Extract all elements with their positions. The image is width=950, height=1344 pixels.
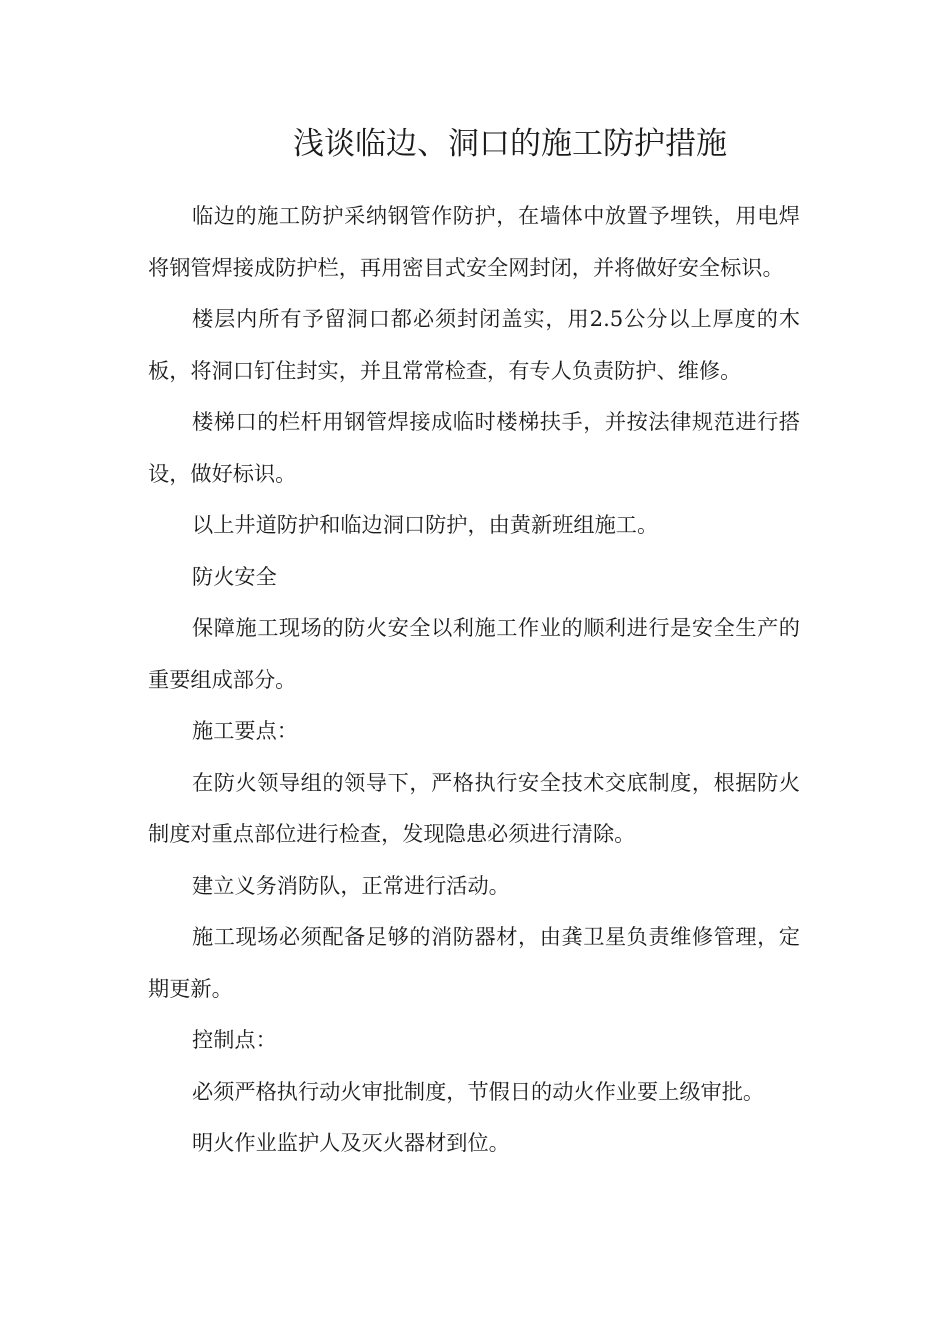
paragraph-fire-equipment: 施工现场必须配备足够的消防器材，由龚卫星负责维修管理，定期更新。 (148, 924, 800, 1001)
document-title: 浅谈临边、洞口的施工防护措施 (293, 126, 727, 162)
paragraph-floor-openings: 楼层内所有予留洞口都必须封闭盖实，用2.5公分以上厚度的木板，将洞口钉住封实，并且常常检查，有专人负责防护、维修。 (148, 306, 800, 383)
heading-control-points: 控制点： (192, 1027, 277, 1052)
paragraph-fire-brigade: 建立义务消防队，正常进行活动。 (192, 872, 510, 898)
paragraph-fire-safety-importance: 保障施工现场的防火安全以利施工作业的顺利进行是安全生产的重要组成部分。 (148, 615, 800, 692)
paragraph-hot-work-approval: 必须严格执行动火审批制度，节假日的动火作业要上级审批。 (192, 1078, 765, 1104)
paragraph-stair-railing: 楼梯口的栏杆用钢管焊接成临时楼梯扶手，并按法律规范进行搭设，做好标识。 (148, 409, 800, 486)
paragraph-hot-work-supervision: 明火作业监护人及灭火器材到位。 (192, 1130, 510, 1155)
heading-construction-points: 施工要点： (192, 718, 298, 743)
document-body (148, 190, 800, 1169)
paragraph-edge-protection: 临边的施工防护采纳钢管作防护，在墙体中放置予埋铁，用电焊将钢管焊接成防护栏，再用密目式安全网封闭，并将做好安全标识。 (148, 203, 800, 280)
heading-fire-safety: 防火安全 (192, 563, 277, 589)
paragraph-fire-inspection: 在防火领导组的领导下，严格执行安全技术交底制度，根据防火制度对重点部位进行检查，发现隐患必须进行清除。 (148, 769, 800, 846)
paragraph-responsible-team: 以上井道防护和临边洞口防护，由黄新班组施工。 (192, 512, 659, 537)
